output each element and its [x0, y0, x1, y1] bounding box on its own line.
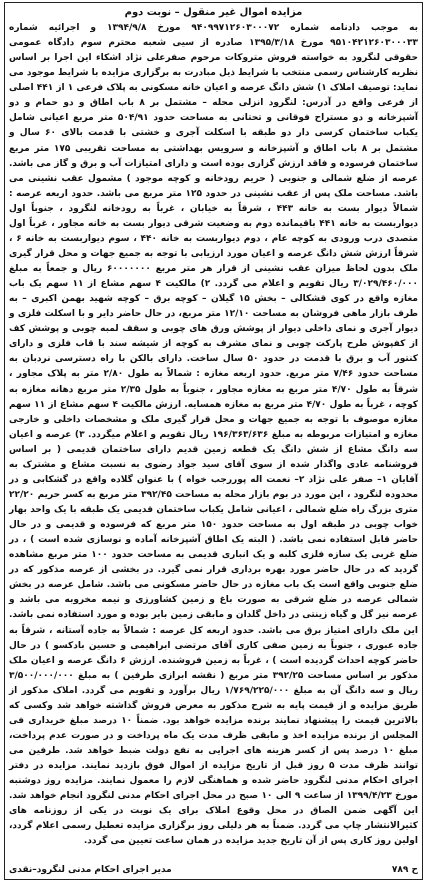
auction-notice — [4, 2, 423, 880]
notice-footer — [9, 863, 418, 877]
notice-signature: مدیر اجرای احکام مدنی لنگرود–نقدی — [9, 865, 172, 875]
notice-code: ح ۷۸۹ — [391, 865, 418, 875]
notice-title: مزایده اموال غیر منقول – نوبت دوم — [124, 7, 303, 18]
notice-body: به موجب دادنامه شماره ۹۴۰۹۹۷۱۲۶۰۳۰۰۰۷۲ مورخ ۱۳۹۴/۹/۸ و اجرائیه شماره ۹۵۱۰۴۲۱۲۶۰۳۰۰۰۳۳ مورخ ۱۳۹۵/۳/۱۸ صادره از سیی شعبه محترم سوم دادگاه عمومی حقوقی لنگرود به خواسته فروش متروکات مرحوم صفرعلی نژاد اشکاء این اجرا بر اساس نظریه کارشناس رسمی منتخب با شرایط ذیل مبادرت به برگزاری مزایده با شرایط موجود می نماید: توصیف املاک ۱) شش دانگ عرصه و اعیان خانه مسکونی به پلاک فرعی ۱ از ۴۴۱ اصلی از فرعی واقع در آدرس: لنگرود انزلی محله – مشتمل بر ۸ باب اطاق و دو حمام و دو آشپزخانه و دو مستراح فوقانی و تحتانی به مساحت حدود ۵۰۴/۹۱ متر مربع اعیانی شامل یکباب ساختمان کرسی دار دو طبقه با اسکلت آجری و خشتی با قدمت بالای ۶۰ سال و مشتمل بر ۸ باب اطاق و آشپزخانه و سرویس بهداشتی به مساحت تقریبی ۱۷۵ متر مربع ساختمان فرسوده و فاقد ارزش گزاری بوده است و دارای امتیازات آب و برق و گاز می باشد. عرصه از ضلع شمالی و جنوبی ( حریم رودخانه و کوچه موجود ) مشمول عقب نشینی می باشد. مساحت ملک پس از عقب نشینی در حدود ۱۲۵ متر مربع می باشد. حدود اربعه عرصه : شمالاً دیوار بست به خانه ۴۴۳ ، شرقاً به خیابان ، غرباً به رودخانه لنگرود ، جنوباً اول دیواربست به خانه ۴۴۱ باقیمانده دوم به وضعیت شرقی دیوار بست به خانه مجاور ، غرباً اول متصدی درب ورودی به کوچه عام ، دوم دیواربست به خانه ۴۴۰ ، سوم دیواربست به خانه ۶ ، شرقاً ارزش شش دانگ عرصه و اعیان مورد ارزیابی با توجه به جمیع جهات و محل قرار گیری ملک بدون لحاظ میزان عقب نشینی از قرار هر متر مربع ۶۰۰۰۰۰۰۰ ریال و جمعاً به مبلغ ۳/۰۲۹/۴۶۰/۰۰۰ ریال تقویم و اعلام می گردد. ۲) مالکیت ۴ سهم مشاع از ۱۱ سهم یک باب مغازه واقع در کوی قشکالی – بخش ۱۵ گیلان – کوچه برق – کوچه شهید بهمن اکبری – به طرف بازار ماهی فروشان به مساحت ۱۲/۱۰ متر مربع، در حال حاضر دایر و با اسکلت فلزی و دیوار آجری و نمای داخلی دیوار از پوشش ورق های چوبی و سقف لمبه چوبی و پوشش کف از کفپوش طرح پارکت چوبی و نمای مشرف به کوچه از شیشه سند با قاب فلزی و دارای کنتور آب و برق با قدمت در حدود ۵۰ سال ساخت. دارای بالکن با راه دسترسی نردبان به مساحت حدود ۷/۴۶ متر مربع. حدود اربعه مغازه : شمالاً به طول ۲/۸۰ متر به پلاک مجاور ، شرقاً به طول ۴/۷۰ متر مربع به مغازه مجاور ، جنوباً به طول ۲/۳۵ متر مربع دهانه مغازه به کوچه ، غرباً به طول ۴/۷۰ متر مربع به مغازه همسایه. ارزش مالکیت ۴ سهم مشاع از ۱۱ سهم مغازه موصوف با توجه به جمیع جهات و محل قرار گیری ملک و مشخصات داخلی و خارجی مغازه و امتیازات مربوطه به مبلغ ۱۹۶/۳۶۳/۶۳۶ ریال تقویم و اعلام میگردد. ۳) عرصه و اعیان سه دانگ مشاع از شش دانگ یک قطعه زمین قدیم دارای ساختمان قدیمی ( بر اساس فروشنامه عادی واگذار شده از سوی آقای سید جواد رضوی به نسبت مشاع و مشترک به آقایان ۱– صفر علی نژاد ۲– نعمت اله پوررجب خواه ) با عنوان گلاده واقع در گشکابی و در محدوده لنگرود ، این مورد در بوم بازار محله به مساحت ۳۹۲/۴۵ متر مربع به کسر حریم ۲۲/۲۰ متری بزرگ راه ضلع شمالی ، اعیانی شامل یکباب ساختمان قدیمی یک طبقه با یک واحد بهار خواب چوبی در طبقه اول به مساحت حدود ۱۵۰ متر مربع که فرسوده و قدیمی و در حال حاضر قابل استفاده نمی باشد. ( البته یک اطاق آشپزخانه آماده و نوسازی شده است ) ، در ضلع غربی یک سازه فلزی کلبه و یک انباری قدیمی به مساحت حدود ۱۰۰ متر مربع مشاهده گردید که در حال حاضر مورد بهره برداری قرار نمی گیرد. در بخشی از عرصه مذکور که در ضلع جنوبی واقع است یک باب مغازه در حال حاضر مسکونی می باشد. شامل عرصه در بخش شمالی عرصه در ضلع شرقی به صورت باغ و زمین کشاورزی و نیمه مخروبه می باشد و عرصه نیز گل و گیاه زینتی در داخل گلدان و مابقی زمین بایر بوده و مورد استفاده نمی باشد. این ملک دارای امتیاز برق می باشد. حدود اربعه کل عرصه : شمالاً به جاده آستانه ، شرقاً به جاده عبوری ، جنوباً به زمین صفی کاری آقای مرتضی ابراهیمی و حسین بادکسو ) در حال حاضر کوچه احداث گردیده است ) ، غرباً به زمین فروشنده. ارزش ۶ دانگ عرصه و اعیان ملک مذکور بر اساس مساحت ۳۹۲/۲۵ متر مربع ( نقشه ابرازی طرفین ) به مبلغ ۳/۵۰۰/۰۰۰/۰۰۰ ریال و سه دانگ آن به مبلغ ۱/۷۶۹/۲۲۵/۰۰۰ ریال برآورد و تقویم می گردد. املاک مذکور از طریق مزایده و از قیمت پایه به شرح مذکور به معرض فروش گذاشته خواهد شد وکسی که بالاترین قیمت را پیشنهاد نمایند برنده مزایده خواهد بود. ضمناً ۱۰ درصد مبلغ خریداری فی المجلس از برنده مزایده اخذ و مابقی ظرف مدت یک ماه پرداخت و در صورت عدم پرداخت، مبلغ ۱۰ درصد پس از کسر هزینه های اجرایی به نفع دولت ضبط خواهد شد. طرفین می توانند ظرف مدت ۵ روز قبل از تاریخ مزایده از اموال فوق بازدید نمایند. مزایده در دفتر اجرای احکام مدنی لنگرود حاضر شده و هماهنگی لازم را معمول نمایند. مزایده روز دوشنبه مورخ ۱۳۹۹/۴/۲۳ از ساعت ۹ الی ۱۰ صبح در محل اجرای احکام مدنی لنگرود انجام خواهد شد. این آگهی ضمن الصاق در محل وقوع املاک برای یک نوبت در یکی از روزنامه های کثیرالانتشار چاپ می گردد. ضمناً به هر دلیلی روز برگزاری مزایده تعطیل رسمی اعلام گردد، اولین روز کاری پس از آن تاریخ جدید مزایده در همان ساعت تعیین می گردد. — [9, 23, 419, 847]
